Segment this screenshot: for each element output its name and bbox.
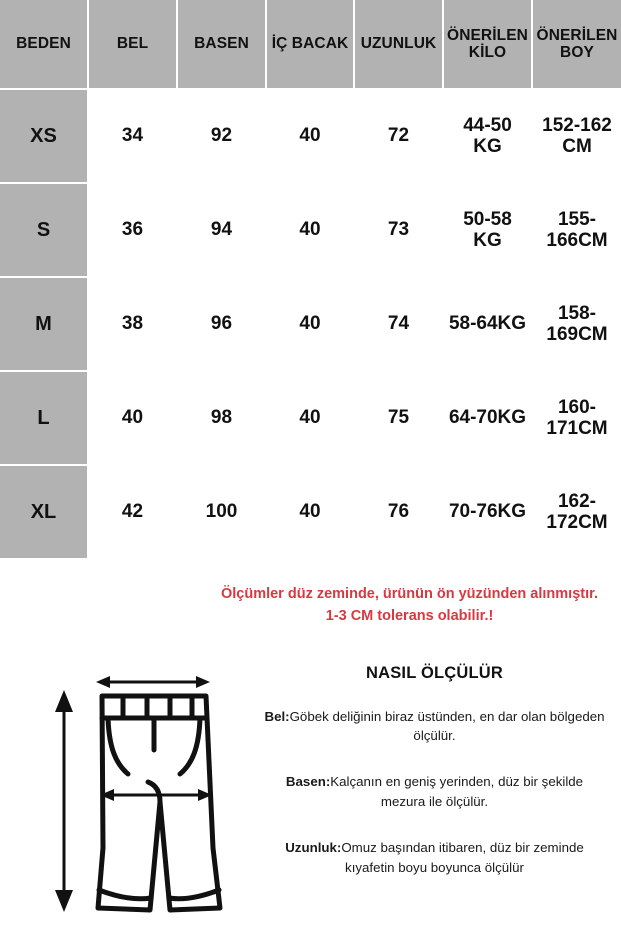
table-row [0, 372, 621, 466]
measurement-note-line-2: 1-3 CM tolerans olabilir.! [325, 607, 494, 624]
cell-ic-bacak: 40 [267, 90, 355, 184]
cell-basen: 98 [178, 372, 267, 466]
column-header-bel: BEL [89, 0, 178, 90]
cell-beden: S [0, 184, 89, 278]
how-to-measure-description: Kalçanın en geniş yerinden, düz bir şekilde mezura ile ölçülür. [330, 774, 584, 810]
cell-uzunluk: 72 [355, 90, 444, 184]
pants-measurement-illustration [10, 652, 258, 932]
cell-basen: 100 [178, 466, 267, 558]
cell-onerilen-boy: 155-166CM [533, 184, 621, 278]
how-to-measure-term: Bel: [264, 708, 290, 724]
how-to-measure-term: Basen: [285, 774, 331, 790]
cell-bel: 34 [89, 90, 178, 184]
cell-bel: 38 [89, 278, 178, 372]
column-header-basen: BASEN [178, 0, 267, 90]
how-to-measure-description: Göbek deliğinin biraz üstünden, en dar olan bölgeden ölçülür. [289, 708, 605, 744]
column-header-ic-bacak: İÇ BACAK [267, 0, 355, 90]
how-to-measure-title: NASIL ÖLÇÜLÜR [365, 663, 504, 682]
how-to-measure-description: Omuz başından itibaren, düz bir zeminde kıyafetin boyu boyunca ölçülür [341, 840, 584, 876]
measurement-guide-section [0, 652, 621, 932]
cell-bel: 42 [89, 466, 178, 558]
cell-uzunluk: 75 [355, 372, 444, 466]
cell-beden: XS [0, 90, 89, 184]
table-body [0, 90, 621, 558]
cell-uzunluk: 73 [355, 184, 444, 278]
cell-onerilen-kilo: 58-64KG [444, 278, 533, 372]
how-to-measure-item [262, 707, 607, 747]
cell-basen: 96 [178, 278, 267, 372]
column-header-onerilen-boy: ÖNERİLEN BOY [533, 0, 621, 90]
how-to-measure-item [262, 838, 607, 878]
cell-beden: M [0, 278, 89, 372]
cell-onerilen-boy: 162-172CM [533, 466, 621, 558]
how-to-measure-term: Uzunluk: [285, 840, 342, 856]
table-row [0, 278, 621, 372]
table-header-row [0, 0, 621, 90]
table-row [0, 90, 621, 184]
cell-bel: 36 [89, 184, 178, 278]
cell-ic-bacak: 40 [267, 466, 355, 558]
cell-beden: XL [0, 466, 89, 558]
how-to-measure-item [262, 772, 607, 812]
cell-onerilen-kilo: 64-70KG [444, 372, 533, 466]
uzunluk-arrow-icon [55, 690, 73, 912]
column-header-onerilen-kilo: ÖNERİLEN KİLO [444, 0, 533, 90]
cell-uzunluk: 74 [355, 278, 444, 372]
how-to-measure-text [258, 652, 621, 879]
table-header [0, 0, 621, 90]
cell-onerilen-boy: 152-162 CM [533, 90, 621, 184]
table-row [0, 466, 621, 558]
cell-onerilen-boy: 160-171CM [533, 372, 621, 466]
cell-ic-bacak: 40 [267, 184, 355, 278]
column-header-beden: BEDEN [0, 0, 89, 90]
cell-bel: 40 [89, 372, 178, 466]
measurement-note [0, 584, 621, 628]
column-header-uzunluk: UZUNLUK [355, 0, 444, 90]
cell-onerilen-boy: 158-169CM [533, 278, 621, 372]
cell-uzunluk: 76 [355, 466, 444, 558]
measurement-note-line-1: Ölçümler düz zeminde, ürünün ön yüzünden alınmıştır. [220, 586, 599, 602]
table-row [0, 184, 621, 278]
cell-onerilen-kilo: 70-76KG [444, 466, 533, 558]
cell-onerilen-kilo: 44-50 KG [444, 90, 533, 184]
cell-basen: 94 [178, 184, 267, 278]
cell-beden: L [0, 372, 89, 466]
bel-arrow-icon [96, 676, 210, 688]
cell-ic-bacak: 40 [267, 278, 355, 372]
cell-ic-bacak: 40 [267, 372, 355, 466]
pants-diagram [0, 652, 258, 932]
pants-outline [98, 696, 220, 910]
cell-basen: 92 [178, 90, 267, 184]
cell-onerilen-kilo: 50-58 KG [444, 184, 533, 278]
